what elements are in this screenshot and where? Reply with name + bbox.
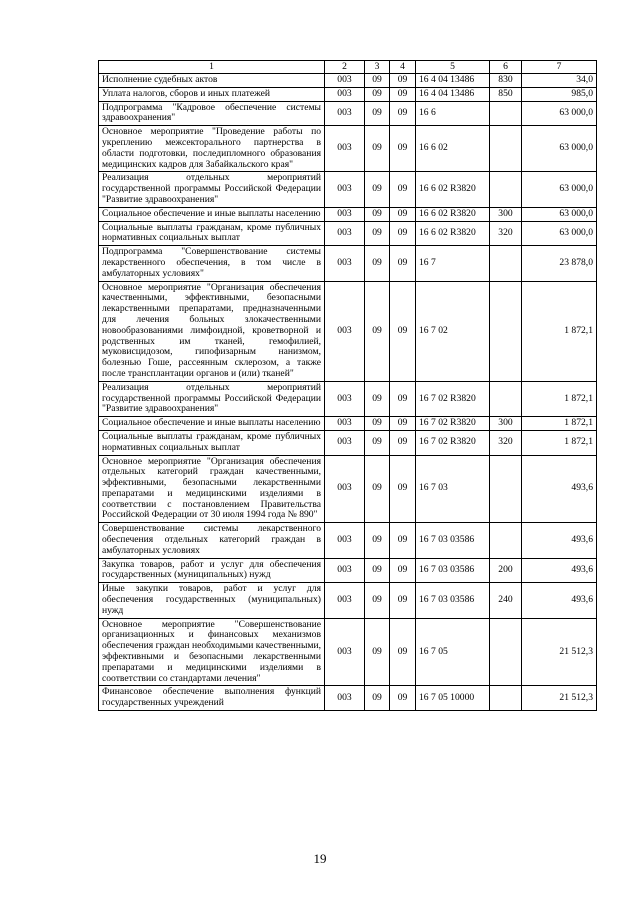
target-article-cell: 16 7 02 R3820 [416, 381, 490, 416]
amount-cell: 63 000,0 [522, 207, 597, 221]
expense-type-cell: 830 [490, 74, 522, 88]
table-row [99, 686, 597, 711]
section-code-cell: 09 [365, 430, 390, 455]
amount-cell: 1 872,1 [522, 417, 597, 431]
row-name-cell: Основное мероприятие "Организация обеспечения качественными, эффективными, безопасными лекарственными препаратами, предназначенными для лечения больных злокачественными новообразованиями лимфоидной, кроветворной и родственных им тканей, гемофилией, муковисцидозом, гипофизарным нанизмом, болезнью Гоше, рассеянным склерозом, а также после трансплантации органов и (или) тканей" [99, 281, 325, 381]
table-row [99, 221, 597, 246]
target-article-cell: 16 7 [416, 246, 490, 281]
amount-cell: 1 872,1 [522, 381, 597, 416]
subsection-code-cell: 09 [390, 74, 416, 88]
section-code-cell: 09 [365, 417, 390, 431]
table-row [99, 455, 597, 523]
row-name-cell: Социальные выплаты гражданам, кроме публичных нормативных социальных выплат [99, 430, 325, 455]
amount-cell: 1 872,1 [522, 430, 597, 455]
target-article-cell: 16 6 [416, 101, 490, 126]
section-code-cell: 09 [365, 523, 390, 558]
row-name-cell: Социальные выплаты гражданам, кроме публичных нормативных социальных выплат [99, 221, 325, 246]
expense-type-cell [490, 455, 522, 523]
admin-code-cell: 003 [325, 381, 365, 416]
amount-cell: 493,6 [522, 583, 597, 618]
subsection-code-cell: 09 [390, 455, 416, 523]
target-article-cell: 16 6 02 [416, 126, 490, 172]
section-code-cell: 09 [365, 126, 390, 172]
target-article-cell: 16 6 02 R3820 [416, 221, 490, 246]
admin-code-cell: 003 [325, 246, 365, 281]
subsection-code-cell: 09 [390, 126, 416, 172]
row-name-cell: Основное мероприятие "Совершенствование организационных и финансовых механизмов обеспечения граждан необходимыми качественными, эффективными и безопасными лекарственными препаратами и медицинскими изделиями в соответствии со стандартами лечения" [99, 618, 325, 686]
admin-code-cell: 003 [325, 101, 365, 126]
table-row [99, 618, 597, 686]
row-name-cell: Совершенствование системы лекарственного обеспечения отдельных категорий граждан в амбулаторных условиях [99, 523, 325, 558]
row-name-cell: Закупка товаров, работ и услуг для обеспечения государственных (муниципальных) нужд [99, 558, 325, 583]
subsection-code-cell: 09 [390, 281, 416, 381]
table-row [99, 87, 597, 101]
amount-cell: 63 000,0 [522, 126, 597, 172]
amount-cell: 34,0 [522, 74, 597, 88]
admin-code-cell: 003 [325, 558, 365, 583]
table-row [99, 172, 597, 207]
row-name-cell: Основное мероприятие "Организация обеспечения отдельных категорий граждан качественными, эффективными, безопасными лекарственными препаратами и медицинскими изделиями в соответствии с постановлением Правительства Российской Федерации от 30 июля 1994 года № 890" [99, 455, 325, 523]
admin-code-cell: 003 [325, 686, 365, 711]
expense-type-cell: 320 [490, 221, 522, 246]
expense-type-cell [490, 281, 522, 381]
expense-type-cell [490, 126, 522, 172]
target-article-cell: 16 6 02 R3820 [416, 172, 490, 207]
header-cell-5: 5 [416, 61, 490, 74]
admin-code-cell: 003 [325, 172, 365, 207]
admin-code-cell: 003 [325, 618, 365, 686]
table-row [99, 430, 597, 455]
section-code-cell: 09 [365, 558, 390, 583]
amount-cell: 985,0 [522, 87, 597, 101]
subsection-code-cell: 09 [390, 207, 416, 221]
admin-code-cell: 003 [325, 583, 365, 618]
expense-type-cell [490, 618, 522, 686]
amount-cell: 23 878,0 [522, 246, 597, 281]
subsection-code-cell: 09 [390, 101, 416, 126]
row-name-cell: Реализация отдельных мероприятий государственной программы Российской Федерации "Развитие здравоохранения" [99, 172, 325, 207]
subsection-code-cell: 09 [390, 583, 416, 618]
amount-cell: 493,6 [522, 523, 597, 558]
header-cell-6: 6 [490, 61, 522, 74]
admin-code-cell: 003 [325, 417, 365, 431]
expense-type-cell: 300 [490, 207, 522, 221]
expense-type-cell: 300 [490, 417, 522, 431]
expense-type-cell: 320 [490, 430, 522, 455]
table-row [99, 207, 597, 221]
amount-cell: 63 000,0 [522, 101, 597, 126]
expense-type-cell [490, 686, 522, 711]
section-code-cell: 09 [365, 101, 390, 126]
row-name-cell: Социальное обеспечение и иные выплаты населению [99, 417, 325, 431]
expense-type-cell [490, 381, 522, 416]
row-name-cell: Социальное обеспечение и иные выплаты населению [99, 207, 325, 221]
target-article-cell: 16 7 05 [416, 618, 490, 686]
expense-type-cell [490, 101, 522, 126]
page-number: 19 [313, 851, 327, 866]
admin-code-cell: 003 [325, 126, 365, 172]
subsection-code-cell: 09 [390, 221, 416, 246]
row-name-cell: Подпрограмма "Совершенствование системы лекарственного обеспечения, в том числе в амбулаторных условиях" [99, 246, 325, 281]
admin-code-cell: 003 [325, 207, 365, 221]
target-article-cell: 16 4 04 13486 [416, 87, 490, 101]
admin-code-cell: 003 [325, 455, 365, 523]
expense-type-cell [490, 523, 522, 558]
row-name-cell: Подпрограмма "Кадровое обеспечение системы здравоохранения" [99, 101, 325, 126]
subsection-code-cell: 09 [390, 523, 416, 558]
header-cell-1: 1 [99, 61, 325, 74]
target-article-cell: 16 7 05 10000 [416, 686, 490, 711]
table-row [99, 281, 597, 381]
section-code-cell: 09 [365, 281, 390, 381]
table-row [99, 101, 597, 126]
target-article-cell: 16 7 03 03586 [416, 583, 490, 618]
subsection-code-cell: 09 [390, 246, 416, 281]
admin-code-cell: 003 [325, 523, 365, 558]
target-article-cell: 16 7 02 [416, 281, 490, 381]
row-name-cell: Финансовое обеспечение выполнения функций государственных учреждений [99, 686, 325, 711]
row-name-cell: Иные закупки товаров, работ и услуг для обеспечения государственных (муниципальных) нужд [99, 583, 325, 618]
section-code-cell: 09 [365, 221, 390, 246]
amount-cell: 63 000,0 [522, 172, 597, 207]
section-code-cell: 09 [365, 87, 390, 101]
admin-code-cell: 003 [325, 221, 365, 246]
expense-type-cell: 200 [490, 558, 522, 583]
target-article-cell: 16 7 02 R3820 [416, 430, 490, 455]
table-row [99, 246, 597, 281]
header-row [99, 61, 597, 74]
expense-type-cell: 850 [490, 87, 522, 101]
section-code-cell: 09 [365, 172, 390, 207]
table-row [99, 523, 597, 558]
subsection-code-cell: 09 [390, 686, 416, 711]
header-cell-3: 3 [365, 61, 390, 74]
subsection-code-cell: 09 [390, 558, 416, 583]
amount-cell: 21 512,3 [522, 618, 597, 686]
section-code-cell: 09 [365, 455, 390, 523]
target-article-cell: 16 7 03 03586 [416, 523, 490, 558]
header-cell-2: 2 [325, 61, 365, 74]
target-article-cell: 16 7 03 03586 [416, 558, 490, 583]
amount-cell: 493,6 [522, 455, 597, 523]
section-code-cell: 09 [365, 583, 390, 618]
subsection-code-cell: 09 [390, 172, 416, 207]
target-article-cell: 16 7 03 [416, 455, 490, 523]
target-article-cell: 16 4 04 13486 [416, 74, 490, 88]
section-code-cell: 09 [365, 207, 390, 221]
admin-code-cell: 003 [325, 430, 365, 455]
row-name-cell: Реализация отдельных мероприятий государственной программы Российской Федерации "Развитие здравоохранения" [99, 381, 325, 416]
row-name-cell: Исполнение судебных актов [99, 74, 325, 88]
amount-cell: 63 000,0 [522, 221, 597, 246]
subsection-code-cell: 09 [390, 381, 416, 416]
table-row [99, 74, 597, 88]
budget-table [98, 60, 597, 711]
table-row [99, 126, 597, 172]
subsection-code-cell: 09 [390, 430, 416, 455]
target-article-cell: 16 6 02 R3820 [416, 207, 490, 221]
admin-code-cell: 003 [325, 74, 365, 88]
amount-cell: 1 872,1 [522, 281, 597, 381]
expense-type-cell [490, 246, 522, 281]
table-row [99, 558, 597, 583]
subsection-code-cell: 09 [390, 618, 416, 686]
amount-cell: 493,6 [522, 558, 597, 583]
section-code-cell: 09 [365, 686, 390, 711]
header-cell-4: 4 [390, 61, 416, 74]
row-name-cell: Основное мероприятие "Проведение работы по укреплению межсекторального партнерства в области подготовки, последипломного образования медицинских кадров для Забайкальского края" [99, 126, 325, 172]
admin-code-cell: 003 [325, 281, 365, 381]
expense-type-cell: 240 [490, 583, 522, 618]
target-article-cell: 16 7 02 R3820 [416, 417, 490, 431]
subsection-code-cell: 09 [390, 417, 416, 431]
header-cell-7: 7 [522, 61, 597, 74]
table-row [99, 583, 597, 618]
section-code-cell: 09 [365, 246, 390, 281]
section-code-cell: 09 [365, 618, 390, 686]
table-row [99, 381, 597, 416]
admin-code-cell: 003 [325, 87, 365, 101]
row-name-cell: Уплата налогов, сборов и иных платежей [99, 87, 325, 101]
subsection-code-cell: 09 [390, 87, 416, 101]
amount-cell: 21 512,3 [522, 686, 597, 711]
section-code-cell: 09 [365, 381, 390, 416]
table-row [99, 417, 597, 431]
section-code-cell: 09 [365, 74, 390, 88]
expense-type-cell [490, 172, 522, 207]
